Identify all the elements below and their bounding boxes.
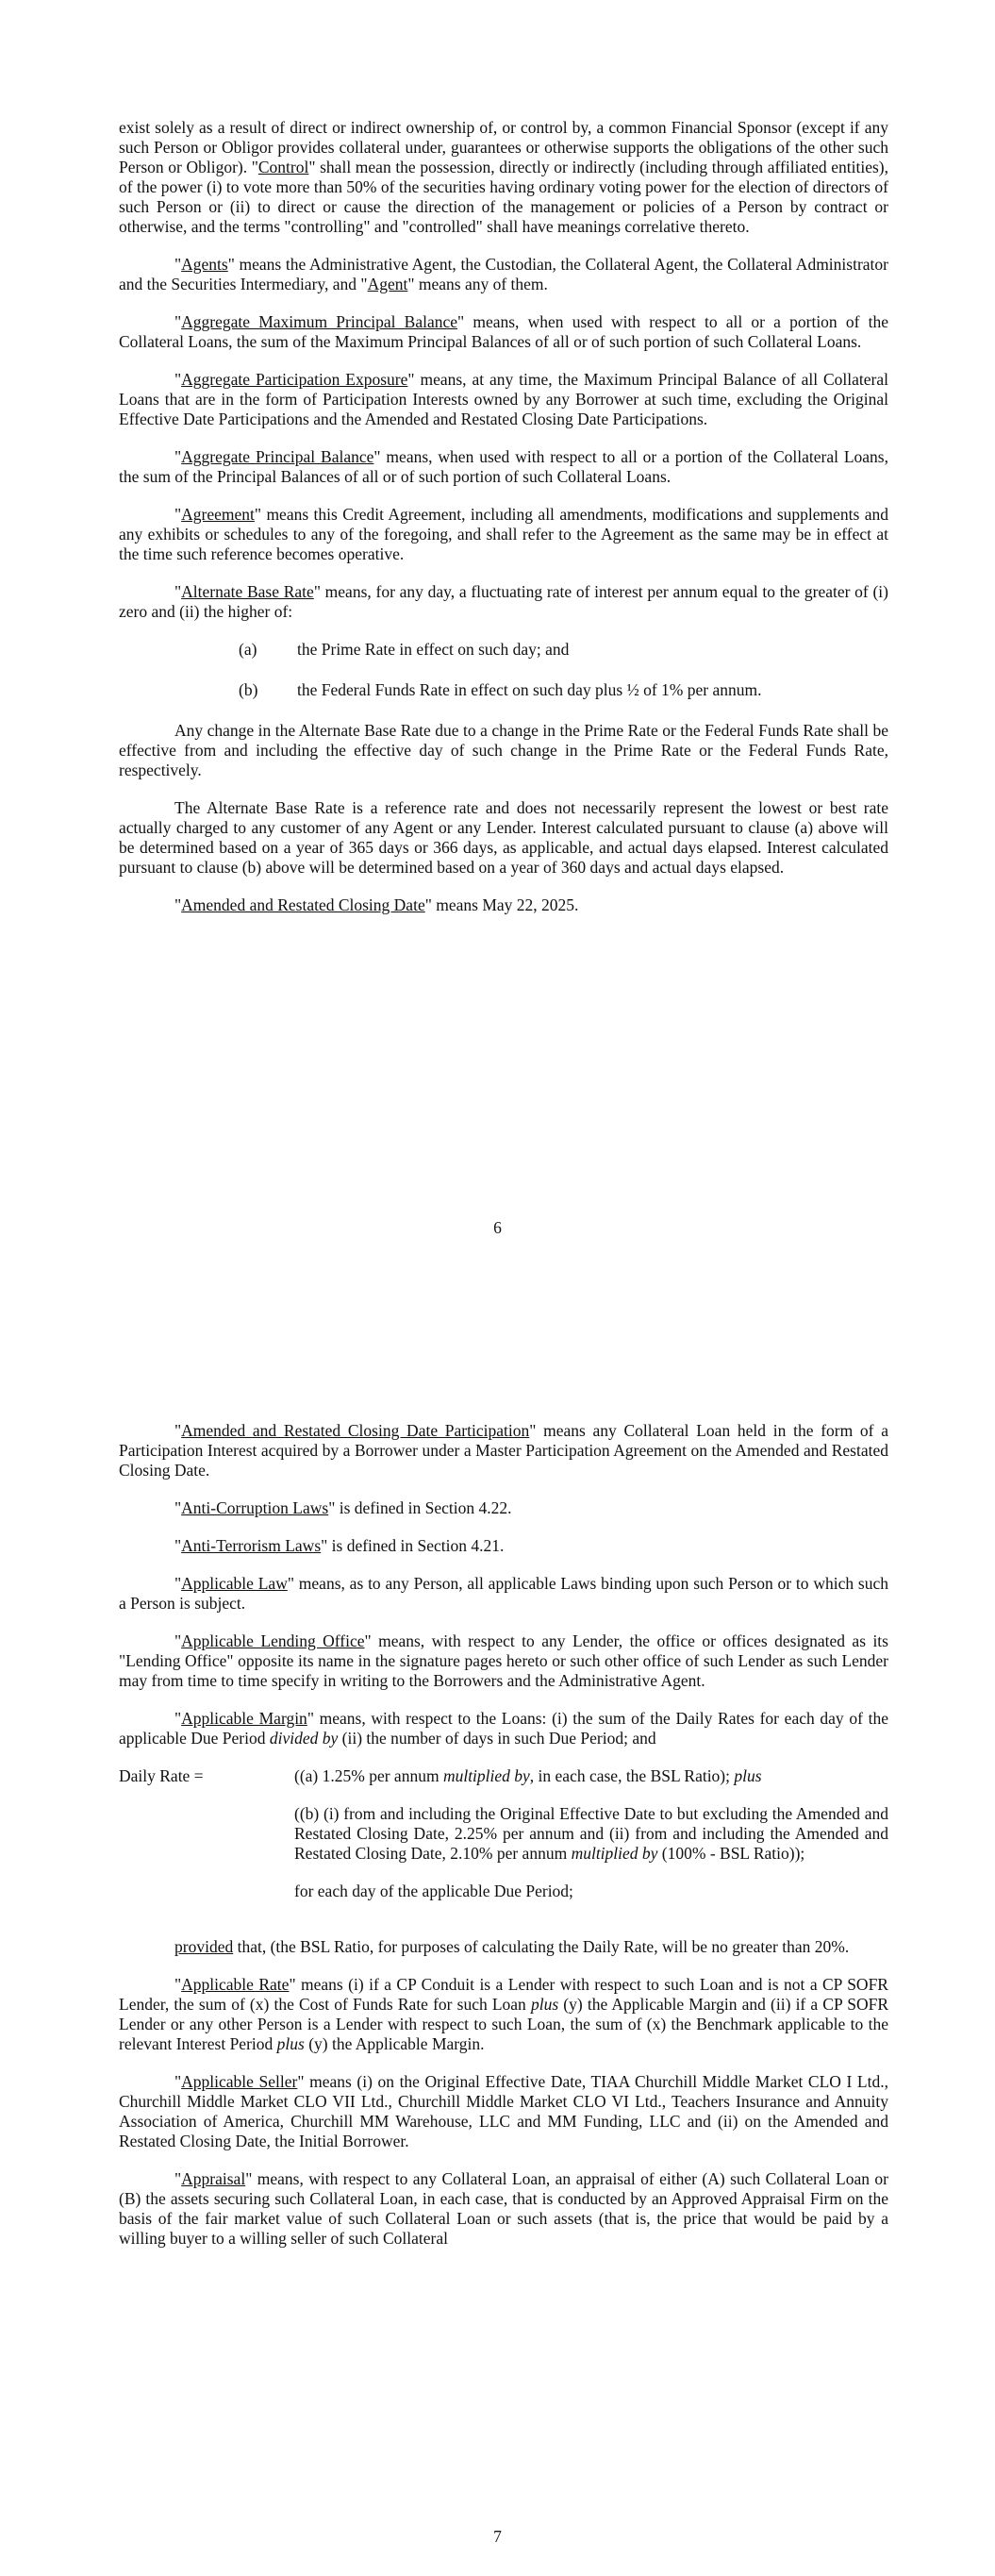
arcd-definition: "Amended and Restated Closing Date" means May 22, 2025. xyxy=(174,895,579,914)
term-arcd: Amended and Restated Closing Date xyxy=(181,895,425,914)
as-definition: "Applicable Seller" means (i) on the Original Effective Date, TIAA Churchill Middle Market CLO I Ltd., Churchill Middle Market CLO VII Ltd., Churchill Middle Market CLO VI Ltd., Teachers Insurance and Annuity Association of America, Churchill MM Warehouse, LLC and MM Funding, LLC and (ii) on the Amended and Restated Closing Date, the Initial Borrower. xyxy=(119,2072,888,2150)
daily-rate-b: ((b) (i) from and including the Original Effective Date to but excluding the Amended and Restated Closing Date, 2.25% per annum and (ii) from and including the Amended and Restated Closing Date, 2.10% per annum multiplied by (100% - BSL Ratio)); xyxy=(294,1804,888,1863)
term-ampb: Aggregate Maximum Principal Balance xyxy=(181,312,458,331)
atl-definition: "Anti-Terrorism Laws" is defined in Section 4.21. xyxy=(174,1536,505,1555)
ar-definition: "Applicable Rate" means (i) if a CP Conduit is a Lender with respect to such Loan and is not a CP SOFR Lender, the sum of (x) the Cost of Funds Rate for such Loan plus (y) the Applicable Margin and (ii) if a CP SOFR Lender or any other Person is a Lender with respect to such Loan, the sum of (x) the Benchmark applicable to the relevant Interest Period plus (y) the Applicable Margin. xyxy=(119,1975,888,2053)
term-ar: Applicable Rate xyxy=(181,1975,290,1994)
abr-definition: "Alternate Base Rate" means, for any day, a fluctuating rate of interest per annum equal to the greater of (i) zero and (ii) the higher of: xyxy=(119,582,888,621)
term-am: Applicable Margin xyxy=(181,1709,307,1728)
daily-rate-a: ((a) 1.25% per annum multiplied by, in each case, the BSL Ratio); plus xyxy=(294,1766,762,1785)
term-alo: Applicable Lending Office xyxy=(181,1631,365,1650)
term-provided: provided xyxy=(174,1937,234,1956)
appraisal-definition: "Appraisal" means, with respect to any Collateral Loan, an appraisal of either (A) such Collateral Loan or (B) the assets securing such Collateral Loan, in each case, that is conducted by an Approved Appraisal Firm on the basis of the fair market value of such Collateral Loan or such assets (that is, the price that would be paid by a willing buyer to a willing seller of such Collateral xyxy=(119,2169,888,2248)
term-agents: Agents xyxy=(181,255,228,274)
page-number: 7 xyxy=(493,2527,502,2546)
acl-definition: "Anti-Corruption Laws" is defined in Section 4.22. xyxy=(174,1498,512,1517)
daily-rate-c: for each day of the applicable Due Period; xyxy=(294,1882,573,1900)
abr-reference-paragraph: The Alternate Base Rate is a reference rate and does not necessarily represent the lowest or best rate actually charged to any customer of any Agent or any Lender. Interest calculated pursuant to clause (a) above will be determined based on a year of 365 days or 366 days, as applicable, and actual days elapsed. Interest calculated pursuant to clause (b) above will be determined based on a year of 360 days and actual days elapsed. xyxy=(119,798,888,877)
agents-definition: "Agents" means the Administrative Agent, the Custodian, the Collateral Agent, the Collateral Administrator and the Securities Intermediary, and "Agent" means any of them. xyxy=(119,255,888,293)
term-al: Applicable Law xyxy=(181,1574,288,1593)
proviso-paragraph: provided that, (the BSL Ratio, for purposes of calculating the Daily Rate, will be no greater than 20%. xyxy=(174,1937,850,1956)
arcdp-definition: "Amended and Restated Closing Date Participation" means any Collateral Loan held in the form of a Participation Interest acquired by a Borrower under a Master Participation Agreement on the Amended and Restated Closing Date. xyxy=(119,1421,888,1480)
page-7 xyxy=(0,1288,995,2576)
term-arcdp: Amended and Restated Closing Date Participation xyxy=(181,1421,530,1440)
al-definition: "Applicable Law" means, as to any Person, all applicable Laws binding upon such Person or to which such a Person is subject. xyxy=(119,1574,888,1613)
control-definition: exist solely as a result of direct or indirect ownership of, or control by, a common Financial Sponsor (except if any such Person or Obligor provides collateral under, guarantees or otherwise supports the obligations of the other such Person or Obligor). "Control" shall mean the possession, directly or indirectly (including through affiliated entities), of the power (i) to vote more than 50% of the securities having ordinary voting power for the election of directors of such Person or (ii) to direct or cause the direction of the management or policies of a Person by contract or otherwise, and the terms "controlling" and "controlled" shall have meanings correlative thereto. xyxy=(119,118,888,236)
daily-rate-terms xyxy=(294,1766,888,1919)
page-7-body xyxy=(119,1421,888,2267)
abr-item-b: (b) the Federal Funds Rate in effect on such day plus ½ of 1% per annum. xyxy=(239,680,762,699)
term-acl: Anti-Corruption Laws xyxy=(181,1498,329,1517)
daily-rate-formula xyxy=(119,1766,888,1919)
term-agreement: Agreement xyxy=(181,505,255,524)
term-abr: Alternate Base Rate xyxy=(181,582,314,601)
ape-definition: "Aggregate Participation Exposure" means, at any time, the Maximum Principal Balance of all Collateral Loans that are in the form of Participation Interests owned by any Borrower at such time, excluding the Original Effective Date Participations and the Amended and Restated Closing Date Participations. xyxy=(119,370,888,428)
page-6-body xyxy=(119,118,888,933)
term-control: Control xyxy=(257,158,309,176)
term-ape: Aggregate Participation Exposure xyxy=(181,370,408,389)
abr-item-a: (a) the Prime Rate in effect on such day; and xyxy=(239,640,570,659)
abr-change-paragraph: Any change in the Alternate Base Rate due to a change in the Prime Rate or the Federal Funds Rate shall be effective from and including the effective day of such change in the Prime Rate or the Federal Funds Rate, respectively. xyxy=(119,721,888,779)
term-atl: Anti-Terrorism Laws xyxy=(181,1536,322,1555)
term-as: Applicable Seller xyxy=(181,2072,298,2091)
daily-rate-label: Daily Rate = xyxy=(119,1766,204,1785)
term-apb: Aggregate Principal Balance xyxy=(181,447,374,466)
ampb-definition: "Aggregate Maximum Principal Balance" means, when used with respect to all or a portion of the Collateral Loans, the sum of the Maximum Principal Balances of all or of such portion of such Collateral Loans. xyxy=(119,312,888,351)
term-appraisal: Appraisal xyxy=(181,2169,246,2188)
term-agent: Agent xyxy=(367,275,408,293)
apb-definition: "Aggregate Principal Balance" means, when used with respect to all or a portion of the Collateral Loans, the sum of the Principal Balances of all or of such portion of such Collateral Loans. xyxy=(119,447,888,486)
page-number: 6 xyxy=(493,1218,502,1237)
am-definition: "Applicable Margin" means, with respect to the Loans: (i) the sum of the Daily Rates for each day of the applicable Due Period divided by (ii) the number of days in such Due Period; and xyxy=(119,1709,888,1748)
alo-definition: "Applicable Lending Office" means, with respect to any Lender, the office or offices designated as its "Lending Office" opposite its name in the signature pages hereto or such other office of such Lender as such Lender may from time to time specify in writing to the Borrowers and the Administrative Agent. xyxy=(119,1631,888,1690)
agreement-definition: "Agreement" means this Credit Agreement, including all amendments, modifications and supplements and any exhibits or schedules to any of the foregoing, and shall refer to the Agreement as the same may be in effect at the time such reference becomes operative. xyxy=(119,505,888,563)
